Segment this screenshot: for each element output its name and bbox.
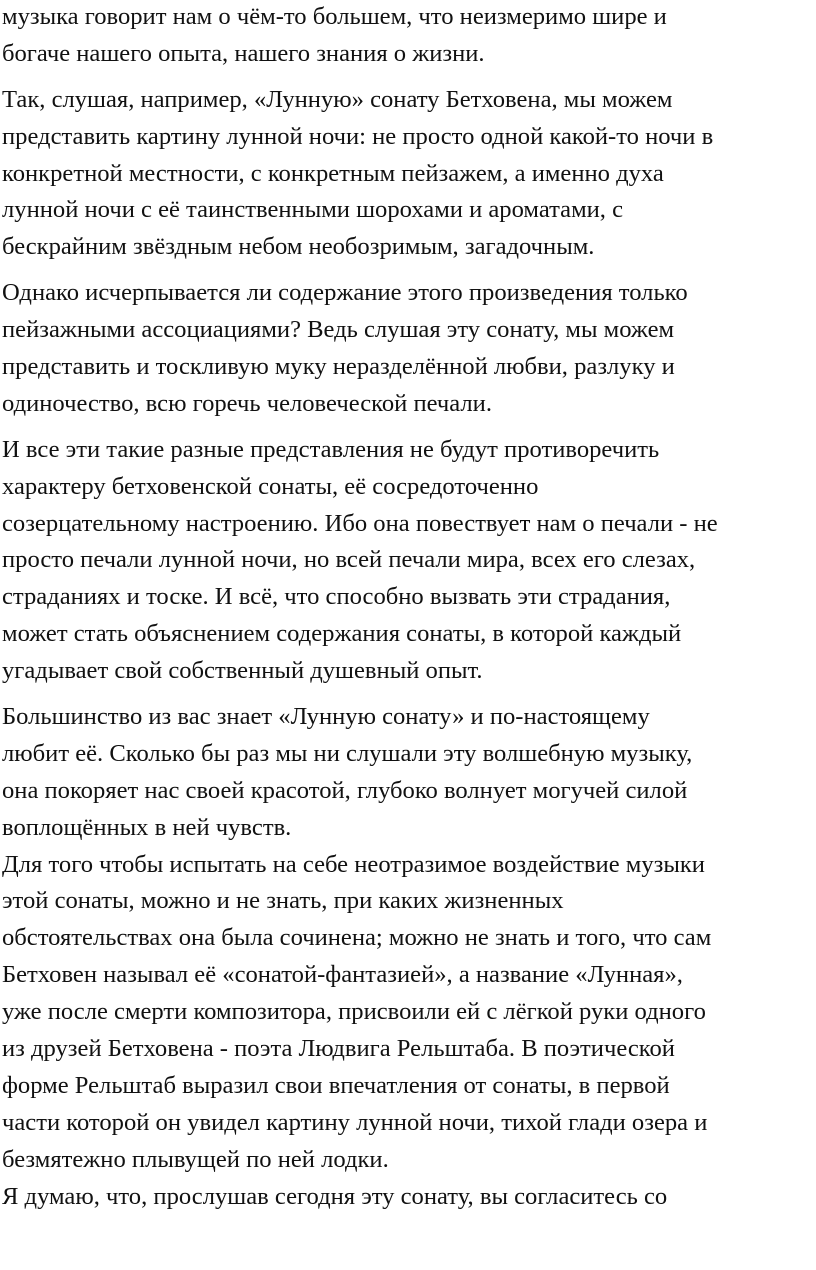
text-line: Большинство из вас знает «Лунную сонату» и по-настоящему	[2, 703, 650, 731]
text-line: И все эти такие разные представления не будут противоречить	[2, 435, 660, 463]
text-line: богаче нашего опыта, нашего знания о жизни.	[2, 39, 485, 67]
text-line: музыка говорит нам о чём-то большем, что неизмеримо шире и	[2, 3, 667, 30]
paragraph-5	[2, 699, 812, 1215]
text-line: воплощённых в ней чувств.	[2, 813, 292, 841]
text-line: бескрайним звёздным небом необозримым, загадочным.	[2, 233, 595, 261]
text-line: представить картину лунной ночи: не просто одной какой-то ночи в	[2, 122, 714, 150]
text-line: Однако исчерпывается ли содержание этого произведения только	[2, 279, 688, 307]
paragraph-3	[2, 275, 812, 423]
paragraph-spacer	[2, 690, 812, 699]
paragraph-spacer	[2, 266, 812, 275]
text-line: просто печали лунной ночи, но всей печали мира, всех его слезах,	[2, 546, 696, 574]
text-line: лунной ночи с её таинственными шорохами и ароматами, с	[2, 196, 624, 224]
text-line: Бетховен называл её «сонатой-фантазией», а название «Лунная»,	[2, 961, 683, 989]
paragraph-1	[2, 0, 812, 73]
text-line: одиночество, всю горечь человеческой печали.	[2, 389, 492, 417]
text-line: Я думаю, что, прослушав сегодня эту сонату, вы согласитесь со	[2, 1182, 668, 1210]
text-line: обстоятельствах она была сочинена; можно не знать и того, что сам	[2, 924, 712, 952]
text-line: из друзей Бетховена - поэта Людвига Рельштаба. В поэтической	[2, 1035, 675, 1063]
text-line: она покоряет нас своей красотой, глубоко волнует могучей силой	[2, 776, 688, 804]
text-line: конкретной местности, с конкретным пейзажем, а именно духа	[2, 159, 664, 187]
text-line: Так, слушая, например, «Лунную» сонату Бетховена, мы можем	[2, 85, 673, 113]
text-line: представить и тоскливую муку неразделённой любви, разлуку и	[2, 353, 675, 381]
paragraph-4	[2, 432, 812, 690]
text-line: любит её. Сколько бы раз мы ни слушали эту волшебную музыку,	[2, 739, 693, 767]
text-line: форме Рельштаб выразил свои впечатления от сонаты, в первой	[2, 1071, 670, 1099]
text-line: безмятежно плывущей по ней лодки.	[2, 1145, 389, 1173]
paragraph-spacer	[2, 73, 812, 82]
text-line: Для того чтобы испытать на себе неотразимое воздействие музыки	[2, 850, 705, 878]
text-line: части которой он увидел картину лунной ночи, тихой глади озера и	[2, 1108, 708, 1136]
text-line: характеру бетховенской сонаты, её сосредоточенно	[2, 472, 539, 500]
text-line: угадывает свой собственный душевный опыт.	[2, 657, 483, 685]
paragraph-2	[2, 82, 812, 266]
text-line: созерцательному настроению. Ибо она повествует нам о печали - не	[2, 509, 718, 537]
text-line: уже после смерти композитора, присвоили ей с лёгкой руки одного	[2, 998, 706, 1026]
text-line: страданиях и тоске. И всё, что способно вызвать эти страдания,	[2, 583, 671, 611]
text-line: этой сонаты, можно и не знать, при каких жизненных	[2, 887, 564, 915]
text-line: может стать объяснением содержания сонаты, в которой каждый	[2, 620, 682, 648]
paragraph-spacer	[2, 423, 812, 432]
text-line: пейзажными ассоциациями? Ведь слушая эту сонату, мы можем	[2, 316, 675, 344]
